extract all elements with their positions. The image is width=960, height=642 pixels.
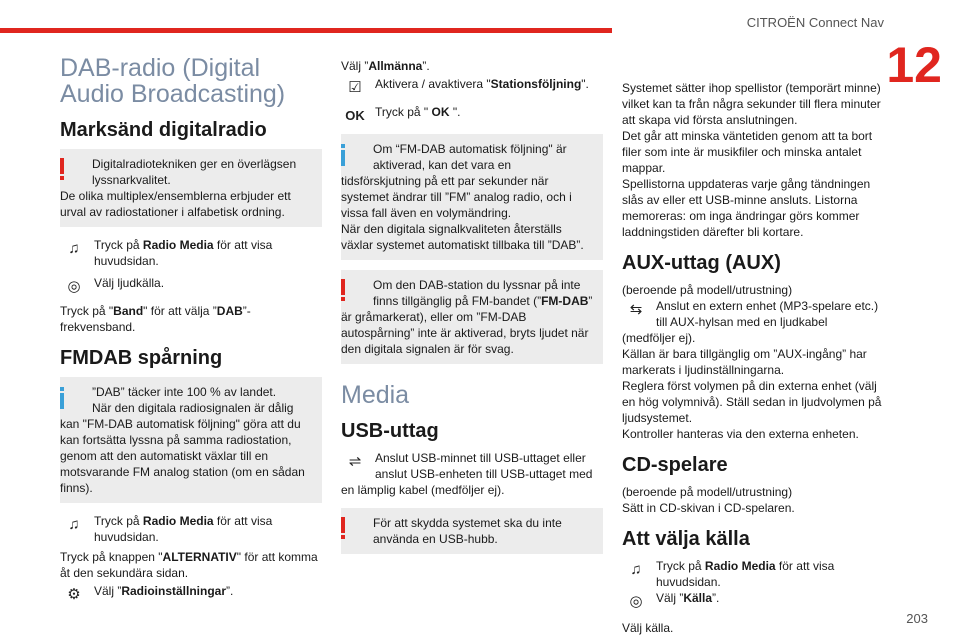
step-text: Välj ljudkälla. <box>94 276 165 290</box>
info-icon <box>341 150 345 166</box>
warning-box <box>60 149 322 227</box>
warning-icon <box>341 517 345 533</box>
warning-text-cont: De olika multiplex/ensemblerna erbjuder ett urval av radiostationer i alfabetisk ordning. <box>60 189 291 219</box>
step-text: Tryck på <box>94 238 143 252</box>
info-box <box>341 134 603 260</box>
step-text: för att visa huvudsidan. <box>94 238 273 268</box>
step-radio-media <box>60 237 322 269</box>
paragraph-general: Välj ”Allmänna”. <box>341 59 430 73</box>
column-1 <box>60 50 322 603</box>
header-title: CITROËN Connect Nav <box>746 15 884 30</box>
page-number: 203 <box>906 611 928 626</box>
step-radio-media: ♫ Tryck på Radio Media för att visa huvudsidan. <box>622 558 884 590</box>
ok-icon: OK <box>345 108 365 123</box>
heading-select-source: Att välja källa <box>622 528 750 550</box>
column-3 <box>622 80 884 642</box>
step-radio-media-2: ♫ Tryck på Radio Media för att visa huvudsidan. <box>60 513 322 545</box>
music-note-icon: ♫ <box>630 561 642 578</box>
aux-cable-icon: ⇆ <box>629 301 643 318</box>
heading-fmdab: FMDAB spårning <box>60 347 223 369</box>
heading-aux: AUX-uttag (AUX) <box>622 252 781 274</box>
heading-usb: USB-uttag <box>341 420 439 442</box>
heading-digital-radio: Marksänd digitalradio <box>60 119 267 141</box>
paragraph-options: Tryck på knappen "ALTERNATIV" för att komma åt den sekundära sidan. <box>60 550 318 580</box>
step-station-follow: ☑ Aktivera / avaktivera "Stationsföljning". <box>341 76 603 92</box>
paragraph-aux-model: (beroende på modell/utrustning) <box>622 283 793 297</box>
step-ok: OK Tryck på " OK ". <box>341 104 603 120</box>
music-note-icon: ♫ <box>68 240 80 257</box>
warning-icon <box>60 158 64 174</box>
step-select-source <box>60 275 322 295</box>
usb-icon: ⇌ <box>348 453 362 470</box>
chapter-number: 12 <box>886 37 942 93</box>
info-icon <box>60 393 64 409</box>
step-select-source: ◎ Välj ”Källa”. <box>622 590 884 606</box>
paragraph-cd: (beroende på modell/utrustning) Sätt in CD-skivan i CD-spelaren. <box>622 485 795 515</box>
column-2 <box>341 58 603 564</box>
step-bold: Radio Media <box>142 238 214 252</box>
step-radio-settings: ⚙ Välj ”Radioinställningar”. <box>60 583 322 599</box>
info-text-cont: kan "FM-DAB automatisk följning" göra att du kan fortsätta lyssna på samma radiostation, genom att den automatiskt växlar till en motsvarande FM analog station (om en sådan finns). <box>60 417 305 495</box>
checkbox-icon: ☑ <box>348 79 362 96</box>
warning-box <box>341 270 603 364</box>
paragraph-select-source: Välj källa. <box>622 621 674 635</box>
step-usb: ⇌ Anslut USB-minnet till USB-uttaget eller anslut USB-enheten till USB-uttaget med <box>341 450 603 482</box>
warning-text: Om den DAB-station du lyssnar på inte finns tillgänglig på FM-bandet (”FM-DAB” <box>373 278 593 308</box>
warning-text: För att skydda systemet ska du inte använda en USB-hubb. <box>373 516 562 546</box>
warning-icon <box>341 279 345 295</box>
warning-text: Digitalradiotekniken ger en överlägsen lyssnarkvalitet. <box>92 157 297 187</box>
settings-icon: ⚙ <box>67 586 81 603</box>
section-title-dab: DAB-radio (Digital Audio Broadcasting) <box>60 54 286 108</box>
step-aux: ⇆ Anslut en extern enhet (MP3-spelare etc.) till AUX-hylsan med en ljudkabel <box>622 298 884 330</box>
paragraph-playlists: Systemet sätter ihop spellistor (temporärt minne) vilket kan ta från några sekunder till flera minuter att skapa vid första anslutningen. Det går att minska väntetiden genom att ta bort filer som inte är musikfiler och minska antalet mappar. Spellistorna uppdateras varje gång tändningen slås av eller ett USB-minne ansluts. Listorna memoreras: om inga ändringar görs kommer laddningstiden därefter bli kortare. <box>622 81 881 239</box>
section-title-media: Media <box>341 381 410 409</box>
paragraph-usb-cable: en lämplig kabel (medföljer ej). <box>341 483 505 497</box>
heading-cd: CD-spelare <box>622 454 728 476</box>
source-icon: ◎ <box>629 593 643 610</box>
info-text-cont: tidsförskjutning på ett par sekunder när systemet ändrar till ”FM” analog radio, och i vissa fall även en volymändring. När den digitala signalkvaliteten återställs växlar systemet automatiskt tillbaka till ”DAB”. <box>341 174 584 252</box>
header-accent-bar <box>0 28 612 33</box>
music-note-icon: ♫ <box>68 516 80 533</box>
info-box <box>60 377 322 503</box>
info-text: Om “FM-DAB automatisk följning" är aktiverad, kan det vara en <box>373 142 567 172</box>
paragraph-band: Tryck på "Band" för att välja ”DAB”-frekvensband. <box>60 304 251 334</box>
warning-text-cont: är gråmarkerat), eller om ”FM-DAB autospårning” inte är aktiverad, bryts ljudet när den digitala signalen är för svag. <box>341 310 589 356</box>
info-text: ”DAB” täcker inte 100 % av landet. När den digitala radiosignalen är dålig <box>92 385 294 415</box>
paragraph-aux-info: (medföljer ej). Källan är bara tillgänglig om ”AUX-ingång” har markerats i ljudinställningarna. Reglera först volymen på din externa enhet (välj en hög volymnivå). Ställ sedan in ljudvolymen på ljudsystemet. Kontroller hanteras via den externa enheten. <box>622 331 882 441</box>
warning-box <box>341 508 603 554</box>
source-icon: ◎ <box>67 278 81 295</box>
